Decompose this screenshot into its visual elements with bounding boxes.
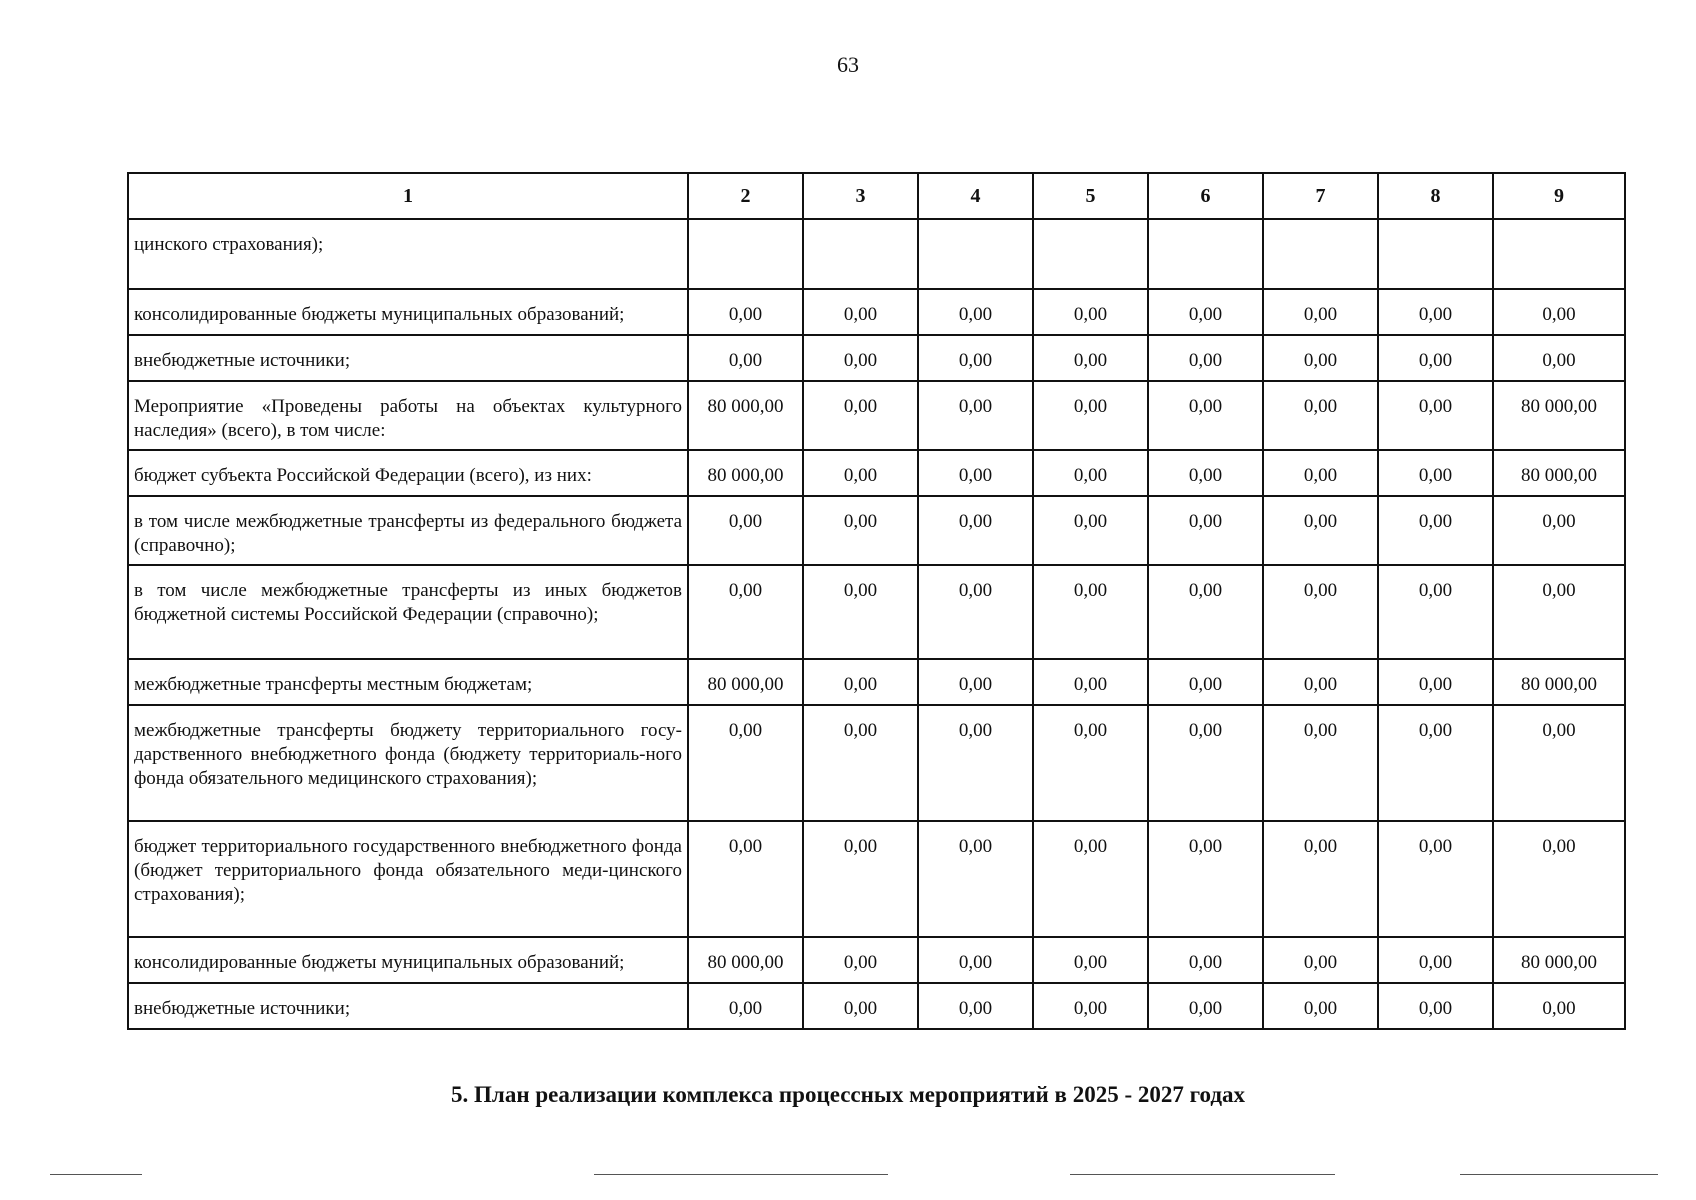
column-header: 8 <box>1378 173 1493 219</box>
value-cell: 0,00 <box>803 659 918 705</box>
value-cell: 0,00 <box>688 289 803 335</box>
row-label: внебюджетные источники; <box>128 983 688 1029</box>
value-cell: 0,00 <box>1263 496 1378 565</box>
value-cell: 0,00 <box>1033 496 1148 565</box>
value-cell: 0,00 <box>1263 983 1378 1029</box>
column-header: 4 <box>918 173 1033 219</box>
value-cell <box>803 219 918 289</box>
value-cell: 80 000,00 <box>1493 381 1625 450</box>
value-cell: 0,00 <box>1148 496 1263 565</box>
value-cell: 0,00 <box>918 937 1033 983</box>
value-cell: 0,00 <box>1378 565 1493 659</box>
value-cell <box>688 219 803 289</box>
section-title: 5. План реализации комплекса процессных мероприятий в 2025 - 2027 годах <box>451 1082 1245 1107</box>
value-cell: 0,00 <box>1378 937 1493 983</box>
value-cell: 0,00 <box>1263 289 1378 335</box>
value-cell: 0,00 <box>1148 983 1263 1029</box>
value-cell <box>1148 219 1263 289</box>
value-cell: 0,00 <box>1033 450 1148 496</box>
value-cell: 0,00 <box>918 565 1033 659</box>
value-cell: 0,00 <box>1148 565 1263 659</box>
value-cell: 80 000,00 <box>688 450 803 496</box>
value-cell <box>1033 219 1148 289</box>
value-cell: 0,00 <box>688 496 803 565</box>
table-row <box>128 937 1625 983</box>
value-cell: 0,00 <box>1378 983 1493 1029</box>
value-cell: 0,00 <box>918 705 1033 821</box>
value-cell: 0,00 <box>803 565 918 659</box>
row-label: бюджет территориального государственного внебюджетного фонда (бюджет территориального фонда обязательного меди-цинского страхования); <box>128 821 688 937</box>
value-cell: 0,00 <box>1033 705 1148 821</box>
value-cell: 0,00 <box>803 289 918 335</box>
table-row <box>128 821 1625 937</box>
footer-rule <box>50 1174 142 1175</box>
value-cell: 0,00 <box>1033 289 1148 335</box>
value-cell: 80 000,00 <box>688 937 803 983</box>
table-row <box>128 335 1625 381</box>
value-cell: 0,00 <box>1493 289 1625 335</box>
value-cell: 0,00 <box>1263 565 1378 659</box>
value-cell: 0,00 <box>1378 705 1493 821</box>
value-cell: 80 000,00 <box>1493 659 1625 705</box>
table-row <box>128 496 1625 565</box>
value-cell: 0,00 <box>918 335 1033 381</box>
value-cell: 0,00 <box>688 983 803 1029</box>
column-header: 5 <box>1033 173 1148 219</box>
value-cell: 0,00 <box>1033 565 1148 659</box>
value-cell: 0,00 <box>803 450 918 496</box>
footer-rule <box>594 1174 888 1175</box>
value-cell <box>1493 219 1625 289</box>
value-cell: 0,00 <box>803 381 918 450</box>
value-cell: 80 000,00 <box>1493 450 1625 496</box>
budget-table <box>127 172 1626 1030</box>
table-row <box>128 289 1625 335</box>
value-cell <box>918 219 1033 289</box>
value-cell: 0,00 <box>918 496 1033 565</box>
value-cell: 0,00 <box>918 659 1033 705</box>
value-cell: 0,00 <box>1033 983 1148 1029</box>
value-cell: 0,00 <box>1263 381 1378 450</box>
value-cell: 0,00 <box>1033 821 1148 937</box>
value-cell: 0,00 <box>1493 705 1625 821</box>
value-cell: 0,00 <box>1493 983 1625 1029</box>
value-cell: 0,00 <box>918 983 1033 1029</box>
table-body <box>128 219 1625 1029</box>
value-cell: 0,00 <box>1493 565 1625 659</box>
value-cell: 0,00 <box>688 565 803 659</box>
column-header: 3 <box>803 173 918 219</box>
table-row <box>128 381 1625 450</box>
value-cell: 0,00 <box>918 450 1033 496</box>
value-cell: 0,00 <box>688 705 803 821</box>
value-cell: 0,00 <box>1493 496 1625 565</box>
value-cell: 80 000,00 <box>688 659 803 705</box>
value-cell: 0,00 <box>1263 705 1378 821</box>
value-cell: 0,00 <box>1378 450 1493 496</box>
value-cell: 0,00 <box>803 496 918 565</box>
value-cell: 0,00 <box>803 983 918 1029</box>
value-cell: 80 000,00 <box>688 381 803 450</box>
row-label: внебюджетные источники; <box>128 335 688 381</box>
table-row <box>128 565 1625 659</box>
value-cell: 0,00 <box>1148 450 1263 496</box>
row-label: в том числе межбюджетные трансферты из федерального бюджета (справочно); <box>128 496 688 565</box>
page-number: 63 <box>837 52 859 77</box>
value-cell: 0,00 <box>1493 821 1625 937</box>
column-header: 7 <box>1263 173 1378 219</box>
value-cell: 0,00 <box>1033 937 1148 983</box>
value-cell: 0,00 <box>1148 659 1263 705</box>
value-cell: 80 000,00 <box>1493 937 1625 983</box>
value-cell: 0,00 <box>1263 659 1378 705</box>
table-row <box>128 983 1625 1029</box>
value-cell: 0,00 <box>803 705 918 821</box>
table-header-row <box>128 173 1625 219</box>
value-cell: 0,00 <box>1148 289 1263 335</box>
row-label: цинского страхования); <box>128 219 688 289</box>
row-label: в том числе межбюджетные трансферты из иных бюджетов бюджетной системы Российской Федерации (справочно); <box>128 565 688 659</box>
row-label: Мероприятие «Проведены работы на объектах культурного наследия» (всего), в том числе: <box>128 381 688 450</box>
value-cell: 0,00 <box>1493 335 1625 381</box>
value-cell: 0,00 <box>803 335 918 381</box>
value-cell: 0,00 <box>1378 496 1493 565</box>
row-label: консолидированные бюджеты муниципальных образований; <box>128 289 688 335</box>
value-cell <box>1263 219 1378 289</box>
value-cell <box>1378 219 1493 289</box>
value-cell: 0,00 <box>918 381 1033 450</box>
value-cell: 0,00 <box>1378 289 1493 335</box>
footer-rule <box>1070 1174 1335 1175</box>
value-cell: 0,00 <box>1148 821 1263 937</box>
value-cell: 0,00 <box>1263 821 1378 937</box>
row-label: межбюджетные трансферты местным бюджетам; <box>128 659 688 705</box>
table-row <box>128 705 1625 821</box>
value-cell: 0,00 <box>688 335 803 381</box>
column-header: 6 <box>1148 173 1263 219</box>
value-cell: 0,00 <box>1263 335 1378 381</box>
value-cell: 0,00 <box>1148 335 1263 381</box>
value-cell: 0,00 <box>1148 937 1263 983</box>
value-cell: 0,00 <box>1378 659 1493 705</box>
value-cell: 0,00 <box>918 821 1033 937</box>
column-header: 1 <box>128 173 688 219</box>
row-label: консолидированные бюджеты муниципальных образований; <box>128 937 688 983</box>
row-label: межбюджетные трансферты бюджету территориального госу-дарственного внебюджетного фонда (бюджету территориаль-ного фонда обязательного медицинского страхования); <box>128 705 688 821</box>
row-label: бюджет субъекта Российской Федерации (всего), из них: <box>128 450 688 496</box>
value-cell: 0,00 <box>1263 937 1378 983</box>
value-cell: 0,00 <box>1033 659 1148 705</box>
column-header: 9 <box>1493 173 1625 219</box>
value-cell: 0,00 <box>1148 705 1263 821</box>
value-cell: 0,00 <box>1033 335 1148 381</box>
value-cell: 0,00 <box>803 937 918 983</box>
value-cell: 0,00 <box>918 289 1033 335</box>
table-row <box>128 219 1625 289</box>
value-cell: 0,00 <box>1148 381 1263 450</box>
table-row <box>128 659 1625 705</box>
footer-rule <box>1460 1174 1658 1175</box>
column-header: 2 <box>688 173 803 219</box>
value-cell: 0,00 <box>1033 381 1148 450</box>
table-row <box>128 450 1625 496</box>
value-cell: 0,00 <box>1378 335 1493 381</box>
value-cell: 0,00 <box>1378 381 1493 450</box>
value-cell: 0,00 <box>1378 821 1493 937</box>
value-cell: 0,00 <box>803 821 918 937</box>
value-cell: 0,00 <box>1263 450 1378 496</box>
value-cell: 0,00 <box>688 821 803 937</box>
